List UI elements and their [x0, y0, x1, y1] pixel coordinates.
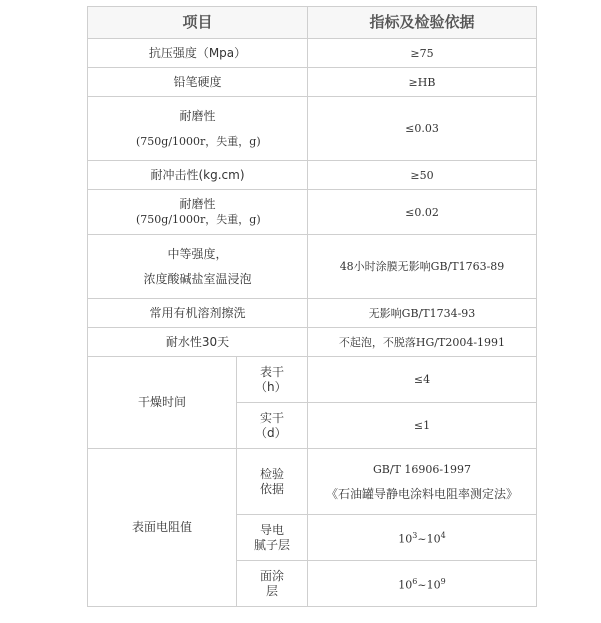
header-spec: 指标及检验依据 — [308, 7, 537, 39]
table-row — [88, 449, 537, 515]
top-base-2: 10 — [426, 578, 441, 592]
row-item-line2: (750g/1000r，失重，g) — [136, 213, 261, 226]
putty-exp-2: 4 — [440, 531, 446, 541]
table-row — [88, 235, 537, 299]
row-item-line1: 耐磨性 — [179, 108, 216, 123]
resistance-putty-value — [308, 515, 537, 561]
table-row — [88, 328, 537, 357]
table-header-row — [88, 7, 537, 39]
table-row — [88, 357, 537, 403]
row-value: ≤0.02 — [308, 190, 537, 235]
resistance-method-standard: GB/T 16906-1997 — [372, 462, 472, 476]
putty-base-2: 10 — [426, 532, 441, 546]
row-item: 耐冲击性(kg.cm) — [88, 161, 308, 190]
row-value: ≤0.03 — [308, 97, 537, 161]
resistance-label: 表面电阻值 — [88, 449, 237, 607]
resistance-method-label — [237, 449, 308, 515]
top-exp-1: 6 — [412, 577, 418, 587]
drying-surface-value: ≤4 — [308, 357, 537, 403]
table-row — [88, 39, 537, 68]
row-item — [88, 190, 308, 235]
row-item-line1: 中等强度， — [167, 246, 228, 261]
putty-base-1: 10 — [398, 532, 413, 546]
resistance-putty-line1: 导电 — [259, 522, 284, 537]
row-item-line2: 浓度酸碱盐室温浸泡 — [143, 271, 252, 286]
resistance-top-value — [308, 561, 537, 607]
drying-label: 干燥时间 — [88, 357, 237, 449]
table-row — [88, 190, 537, 235]
resistance-top-line2: 层 — [265, 583, 278, 598]
resistance-putty-label — [237, 515, 308, 561]
row-item — [88, 235, 308, 299]
resistance-top-label — [237, 561, 308, 607]
row-item: 耐水性30天 — [88, 328, 308, 357]
resistance-method-value — [308, 449, 537, 515]
table-row — [88, 97, 537, 161]
row-item: 常用有机溶剂擦洗 — [88, 299, 308, 328]
top-exp-2: 9 — [440, 577, 446, 587]
drying-hard-label — [237, 403, 308, 449]
row-value: ≥HB — [308, 68, 537, 97]
table-row — [88, 299, 537, 328]
top-base-1: 10 — [398, 578, 413, 592]
drying-surface-line1: 表干 — [259, 364, 284, 379]
table-row — [88, 68, 537, 97]
top-sep: ~ — [417, 578, 427, 592]
row-value: ≥50 — [308, 161, 537, 190]
drying-surface-line2: （h） — [255, 379, 287, 394]
spec-table — [87, 6, 537, 607]
row-item-line1: 耐磨性 — [179, 197, 216, 211]
putty-exp-1: 3 — [412, 531, 418, 541]
header-item: 项目 — [88, 7, 308, 39]
table-row — [88, 161, 537, 190]
resistance-putty-line2: 腻子层 — [253, 537, 290, 552]
row-item — [88, 97, 308, 161]
row-item: 铅笔硬度 — [88, 68, 308, 97]
putty-sep: ~ — [417, 532, 427, 546]
drying-surface-label — [237, 357, 308, 403]
drying-hard-line2: （d） — [255, 425, 287, 440]
row-item-line2: (750g/1000r，失重，g) — [136, 134, 261, 148]
row-value: 无影响GB/T1734-93 — [308, 299, 537, 328]
resistance-method-title: 《石油罐导静电涂料电阻率测定法》 — [325, 486, 518, 501]
drying-hard-line1: 实干 — [259, 410, 284, 425]
row-value: 不起泡，不脱落HG/T2004-1991 — [308, 328, 537, 357]
row-value: ≥75 — [308, 39, 537, 68]
resistance-top-line1: 面涂 — [259, 568, 284, 583]
resistance-method-line2: 依据 — [259, 481, 284, 496]
row-item: 抗压强度（Mpa） — [88, 39, 308, 68]
drying-hard-value: ≤1 — [308, 403, 537, 449]
row-value: 48小时涂膜无影响GB/T1763-89 — [308, 235, 537, 299]
resistance-method-line1: 检验 — [259, 466, 284, 481]
